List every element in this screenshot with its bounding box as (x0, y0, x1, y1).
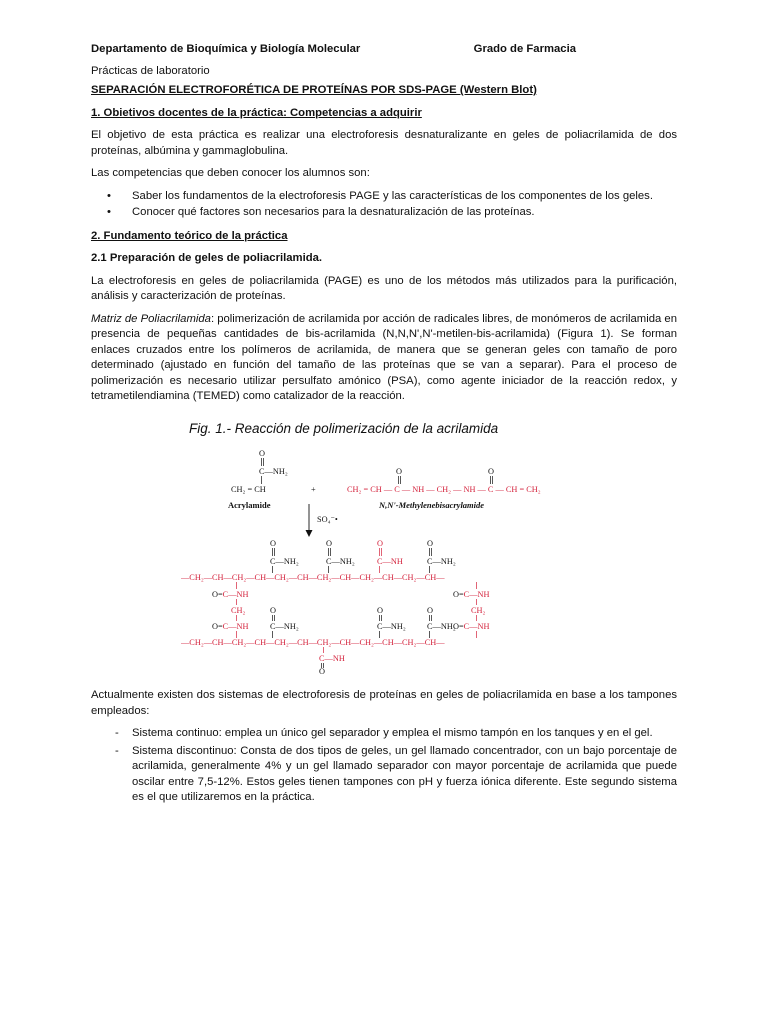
bisacrylamide-formula: CH₂ = CH — C — NH — CH₂ — NH — C — CH = CH₂ (347, 485, 541, 494)
section-2-1-heading: 2.1 Preparación de geles de poliacrilamida. (91, 252, 323, 264)
svg-text:C—NH: C—NH (319, 654, 345, 663)
svg-text:C—NH₂: C—NH₂ (270, 557, 299, 566)
chain-1-substituents (270, 539, 456, 573)
svg-text:C—NH₂: C—NH₂ (427, 622, 456, 631)
chain-2-substituents-top (270, 606, 456, 638)
acrylamide-vinyl: CH₂ = CH (231, 485, 266, 494)
svg-text:O: O (396, 467, 402, 476)
svg-text:CH₂: CH₂ (471, 606, 486, 615)
department-name: Departamento de Bioquímica y Biología Molecular (91, 43, 361, 55)
section-1-heading: 1. Obietivos docentes de la práctica: Competencias a adquirir (91, 106, 422, 119)
section-1-paragraph-2: Las competencias que deben conocer los alumnos son: (91, 167, 370, 179)
reaction-diagram (181, 442, 561, 674)
list-item: - Sistema discontinuo: Consta de dos tipos de geles, un gel llamado concentrador, con un bajo porcentaje de acrilamida, generalmente 4% y un gel llamado separador con mayor porcentaje de acrilamida que puede oscilar entre 7,5-12%. Estos geles tienen tampones con pH y fuerza iónica diferente. Este segundo sistema es el que utilizaremos en la práctica. (91, 744, 677, 806)
svg-text:O: O (270, 606, 276, 615)
svg-text:O=C—NH: O=C—NH (212, 622, 249, 631)
svg-text:CH₂: CH₂ (231, 606, 246, 615)
matrix-label: Matriz de Poliacrilamida (91, 312, 211, 325)
svg-text:O: O (427, 539, 433, 548)
catalyst-label: SO₄⁻• (317, 515, 338, 524)
svg-text:C—NH₂: C—NH₂ (270, 622, 299, 631)
svg-text:O: O (427, 606, 433, 615)
section-3-paragraph: Actualmente existen dos sistemas de electroforesis de proteínas en geles de poliacrilamida en base a los tampones empleados: (91, 689, 677, 717)
plus-sign: + (311, 485, 316, 494)
svg-text:C—NH₂: C—NH₂ (326, 557, 355, 566)
svg-text:O: O (270, 539, 276, 548)
svg-text:C—NH₂: C—NH₂ (377, 622, 406, 631)
polymerization-figure (91, 442, 677, 674)
bisacrylamide-structure (347, 467, 541, 510)
degree-name: Grado de Farmacia (473, 43, 576, 55)
acrylamide-amide: C—NH₂ (259, 467, 288, 476)
document-title: SEPARACIÓN ELECTROFORÉTICA DE PROTEÍNAS POR SDS-PAGE (Western Blot) (91, 84, 537, 96)
svg-text:O=C—NH: O=C—NH (212, 590, 249, 599)
matrix-paragraph (91, 312, 677, 405)
svg-text:C—NH: C—NH (377, 557, 403, 566)
header-subtitle: Prácticas de laboratorio (91, 64, 210, 77)
reaction-arrow (306, 504, 338, 537)
svg-text:O=C—NH: O=C—NH (453, 622, 490, 631)
chain-2-substituents-bottom (319, 647, 345, 674)
list-item: • Conocer qué factores son necesarios para la desnaturalización de las proteínas. (91, 205, 677, 221)
polymer-chain-2: —CH₂—CH—CH₂—CH—CH₂—CH—CH₂—CH—CH₂—CH—CH₂—CH— (181, 638, 445, 647)
section-1-paragraph-1: El objetivo de esta práctica es realizar una electroforesis desnaturalizante en geles de poliacrilamida de dos proteínas, albúmina y gammaglobulina. (91, 129, 677, 157)
document-page (91, 42, 677, 808)
competencies-list (91, 189, 677, 221)
svg-text:O: O (377, 539, 383, 548)
section-2-heading: 2. Fundamento teórico de la práctica (91, 229, 288, 242)
svg-text:O: O (326, 539, 332, 548)
svg-text:O=C—NH: O=C—NH (453, 590, 490, 599)
header (91, 42, 677, 58)
bisacrylamide-label: N,N'-Methylenebisacrylamide (379, 500, 485, 510)
section-2-paragraph-1: La electroforesis en geles de poliacrilamida (PAGE) es uno de los métodos más utilizados para la purificación, análisis y caracterización de proteínas. (91, 274, 677, 302)
svg-text:O: O (319, 667, 325, 674)
svg-text:O: O (377, 606, 383, 615)
acrylamide-structure (228, 449, 288, 510)
svg-text:O: O (488, 467, 494, 476)
systems-list (91, 726, 677, 806)
matrix-text: : polimerización de acrilamida por acción de radicales libres, de monómeros de acrilamida en presencia de pequeñas cantidades de bis-acrilamida (N,N,N',N'-metilen-bis-acrilamida) (Figura 1). Se forman enlaces cruzados entre los polímeros de acrilamida, de manera que se generan geles con tamaño de poro determinado (ajustado en función del tamaño de las proteínas que se van a separar). Para el proceso de polimerización es necesario utilizar persulfato amónico (PSA), como agente iniciador de la reacción redox, y tetrametilendiamina (TEMED) como catalizador de la reacción. (91, 312, 677, 402)
acrylamide-oxygen: O (259, 449, 265, 458)
svg-text:C—NH₂: C—NH₂ (427, 557, 456, 566)
figure-caption: Fig. 1.- Reacción de polimerización de la acrilamida (189, 420, 499, 436)
list-item: - Sistema continuo: emplea un único gel separador y emplea el mismo tampón en los tanques y en el gel. (91, 726, 677, 742)
acrylamide-label: Acrylamide (228, 500, 271, 510)
list-item: • Saber los fundamentos de la electroforesis PAGE y las características de los componentes de los geles. (91, 189, 677, 205)
polymer-chain-1: —CH₂—CH—CH₂—CH—CH₂—CH—CH₂—CH—CH₂—CH—CH₂—CH— (181, 573, 445, 582)
